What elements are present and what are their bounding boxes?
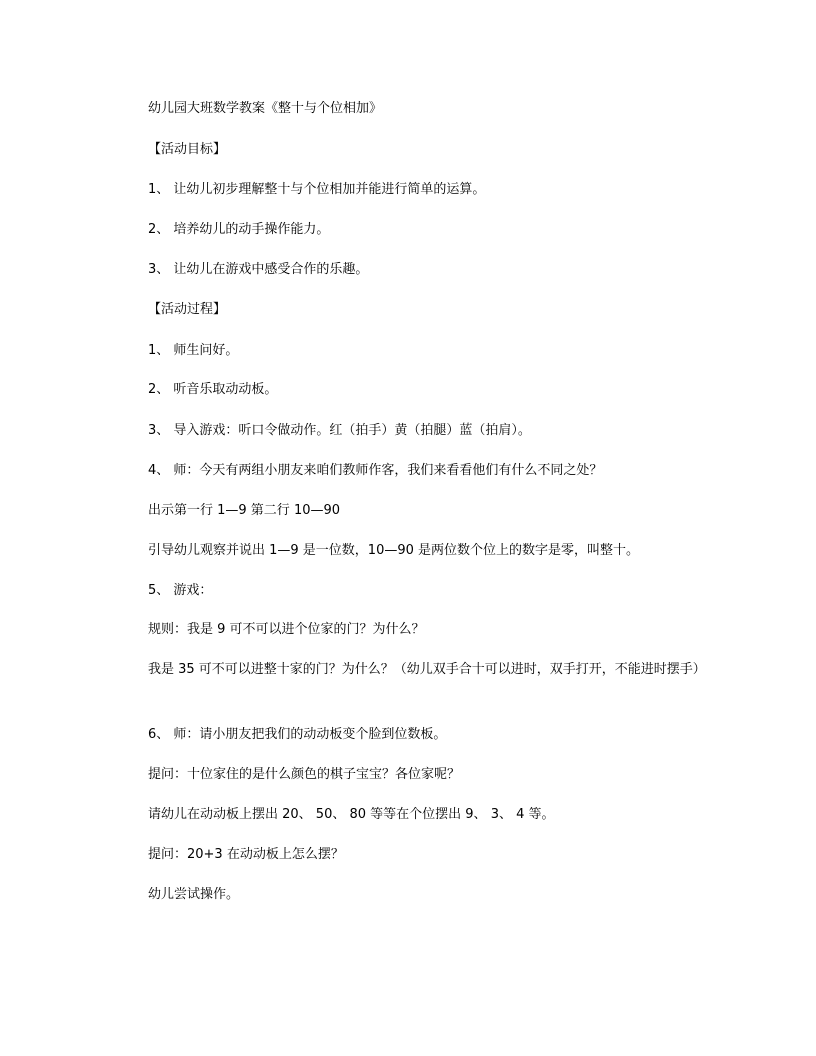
process-step: 出示第一行 1—9 第二行 10—90 xyxy=(148,503,341,518)
process-step-wrapped: 我是 35 可不可以进整十家的门？为什么？（幼儿双手合十可以进时，双手打开，不能进时摆手） xyxy=(148,662,706,677)
process-step: 1、 师生问好。 xyxy=(148,343,239,358)
goals-heading: 【活动目标】 xyxy=(148,142,227,157)
process-step: 2、 听音乐取动动板。 xyxy=(148,382,278,397)
process-step: 提问：20+3 在动动板上怎么摆？ xyxy=(148,847,344,862)
process-step: 5、 游戏： xyxy=(148,583,213,598)
process-step: 引导幼儿观察并说出 1—9 是一位数，10—90 是两位数个位上的数字是零，叫整十。 xyxy=(148,543,640,558)
process-step: 6、 师：请小朋友把我们的动动板变个脸到位数板。 xyxy=(148,727,447,742)
process-step: 4、 师：今天有两组小朋友来咱们教师作客，我们来看看他们有什么不同之处？ xyxy=(148,463,603,478)
goal-item: 1、 让幼儿初步理解整十与个位相加并能进行简单的运算。 xyxy=(148,182,486,197)
process-heading: 【活动过程】 xyxy=(148,302,227,317)
process-step: 提问：十位家住的是什么颜色的棋子宝宝？各位家呢？ xyxy=(148,767,461,782)
process-step: 幼儿尝试操作。 xyxy=(148,887,240,902)
process-step: 规则：我是 9 可不可以进个位家的门？为什么？ xyxy=(148,622,425,637)
process-step: 3、 导入游戏：听口令做动作。红（拍手）黄（拍腿）蓝（拍肩）。 xyxy=(148,423,531,438)
document-title: 幼儿园大班数学教案《整十与个位相加》 xyxy=(148,101,383,116)
goal-item: 2、 培养幼儿的动手操作能力。 xyxy=(148,222,330,237)
process-step: 请幼儿在动动板上摆出 20、 50、 80 等等在个位摆出 9、 3、 4 等。 xyxy=(148,807,555,822)
goal-item: 3、 让幼儿在游戏中感受合作的乐趣。 xyxy=(148,262,369,277)
